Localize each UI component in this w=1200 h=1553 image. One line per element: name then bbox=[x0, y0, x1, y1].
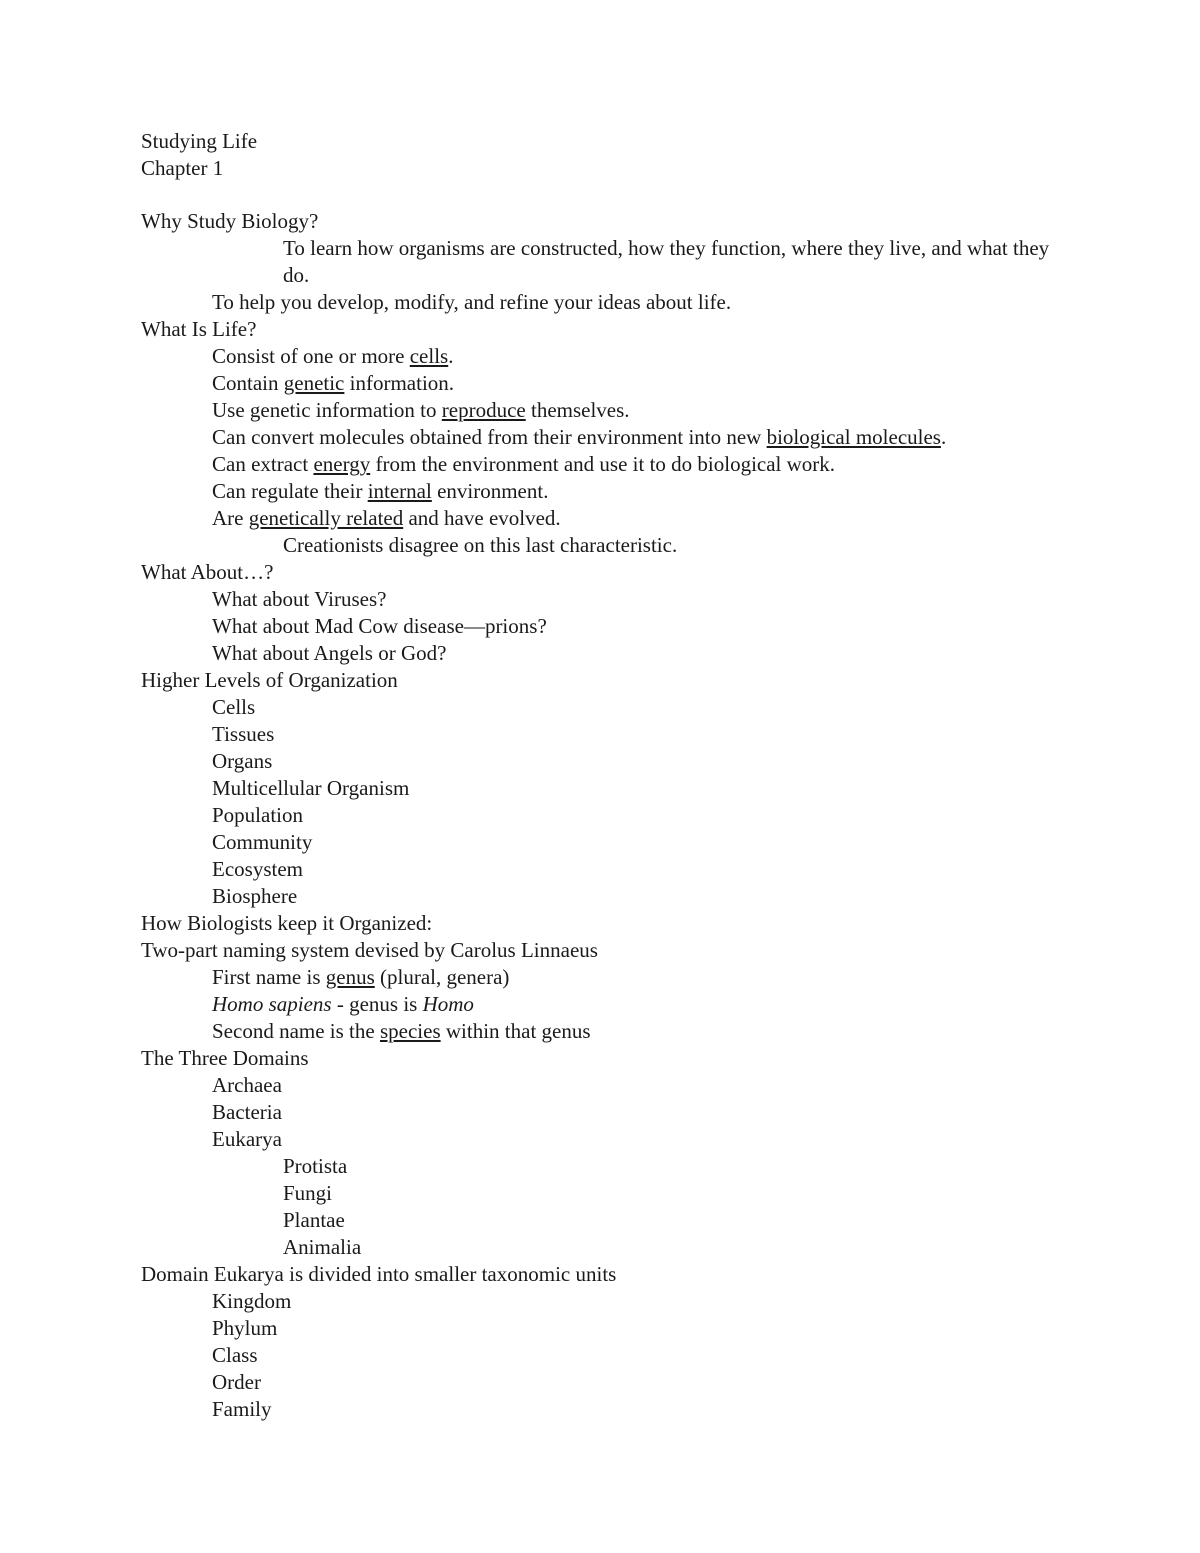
blank-line bbox=[141, 182, 1061, 208]
outline-item bbox=[141, 451, 1061, 478]
outline-heading bbox=[141, 937, 1061, 964]
outline-item bbox=[141, 748, 1061, 775]
text-run: Why Study Biology? bbox=[141, 209, 319, 233]
outline-item bbox=[141, 640, 1061, 667]
outline-item bbox=[141, 1315, 1061, 1342]
text-run: How Biologists keep it Organized: bbox=[141, 911, 433, 935]
outline-item bbox=[141, 343, 1061, 370]
text-run: Community bbox=[212, 830, 313, 854]
outline-item bbox=[141, 424, 1061, 451]
underlined-term: reproduce bbox=[441, 398, 526, 422]
text-run: Fungi bbox=[283, 1181, 333, 1205]
italic-term: Homo sapiens bbox=[212, 992, 332, 1016]
text-run: information. bbox=[344, 371, 455, 395]
outline-item bbox=[141, 1369, 1061, 1396]
text-run: What About…? bbox=[141, 560, 274, 584]
text-run: Phylum bbox=[212, 1316, 278, 1340]
underlined-term: species bbox=[379, 1019, 441, 1043]
outline-item bbox=[141, 1234, 1061, 1261]
outline-heading bbox=[141, 1261, 1061, 1288]
text-run: Population bbox=[212, 803, 304, 827]
outline-heading bbox=[141, 559, 1061, 586]
outline-item bbox=[141, 1288, 1061, 1315]
outline-item bbox=[141, 235, 1053, 289]
text-run: Are bbox=[212, 506, 249, 530]
text-run: themselves. bbox=[525, 398, 630, 422]
outline-item bbox=[141, 775, 1061, 802]
text-run: The Three Domains bbox=[141, 1046, 309, 1070]
outline-item bbox=[141, 829, 1061, 856]
text-run: Consist of one or more bbox=[212, 344, 410, 368]
text-run: Order bbox=[212, 1370, 261, 1394]
outline-item bbox=[141, 1072, 1061, 1099]
text-run: within that genus bbox=[440, 1019, 591, 1043]
text-run: Contain bbox=[212, 371, 284, 395]
outline-item bbox=[141, 991, 1061, 1018]
text-run: and have evolved. bbox=[403, 506, 561, 530]
text-run: Multicellular Organism bbox=[212, 776, 410, 800]
outline-heading bbox=[141, 208, 1061, 235]
underlined-term: genetically related bbox=[248, 506, 404, 530]
text-run: Animalia bbox=[283, 1235, 362, 1259]
text-run: - genus is bbox=[331, 992, 423, 1016]
outline bbox=[141, 208, 1061, 1423]
italic-term: Homo bbox=[422, 992, 474, 1016]
text-run: Eukarya bbox=[212, 1127, 282, 1151]
text-run: What about Viruses? bbox=[212, 587, 387, 611]
text-run: from the environment and use it to do biological work. bbox=[370, 452, 836, 476]
outline-item bbox=[141, 1018, 1061, 1045]
outline-item bbox=[141, 1342, 1061, 1369]
text-run: Can extract bbox=[212, 452, 314, 476]
text-run: Domain Eukarya is divided into smaller taxonomic units bbox=[141, 1262, 617, 1286]
text-run: Two-part naming system devised by Carolus Linnaeus bbox=[141, 938, 598, 962]
outline-item bbox=[141, 1099, 1061, 1126]
text-run: (plural, genera) bbox=[374, 965, 510, 989]
outline-heading bbox=[141, 316, 1061, 343]
text-run: Family bbox=[212, 1397, 272, 1421]
outline-item bbox=[141, 397, 1061, 424]
outline-item bbox=[141, 532, 1061, 559]
text-run: Can convert molecules obtained from their environment into new bbox=[212, 425, 767, 449]
outline-item bbox=[141, 586, 1061, 613]
outline-item bbox=[141, 964, 1061, 991]
underlined-term: biological molecules bbox=[766, 425, 941, 449]
underlined-term: internal bbox=[367, 479, 432, 503]
text-run: Kingdom bbox=[212, 1289, 292, 1313]
outline-item bbox=[141, 370, 1061, 397]
outline-heading bbox=[141, 910, 1061, 937]
text-run: Protista bbox=[283, 1154, 348, 1178]
text-run: Second name is the bbox=[212, 1019, 380, 1043]
underlined-term: energy bbox=[313, 452, 371, 476]
text-run: Archaea bbox=[212, 1073, 282, 1097]
text-run: Plantae bbox=[283, 1208, 345, 1232]
text-run: Cells bbox=[212, 695, 256, 719]
document-title: Studying Life bbox=[141, 129, 258, 153]
text-run: Biosphere bbox=[212, 884, 298, 908]
underlined-term: genetic bbox=[283, 371, 345, 395]
text-run: Creationists disagree on this last characteristic. bbox=[283, 533, 678, 557]
text-run: Organs bbox=[212, 749, 273, 773]
chapter-label: Chapter 1 bbox=[141, 156, 224, 180]
text-run: What about Angels or God? bbox=[212, 641, 447, 665]
text-run: Can regulate their bbox=[212, 479, 368, 503]
outline-item bbox=[141, 694, 1061, 721]
outline-item bbox=[141, 1207, 1061, 1234]
outline-item bbox=[141, 289, 1061, 316]
text-run: . bbox=[448, 344, 454, 368]
text-run: . bbox=[940, 425, 947, 449]
text-run: Class bbox=[212, 1343, 258, 1367]
outline-item bbox=[141, 478, 1061, 505]
outline-item bbox=[141, 505, 1061, 532]
text-run: First name is bbox=[212, 965, 326, 989]
outline-item bbox=[141, 856, 1061, 883]
outline-heading bbox=[141, 1045, 1061, 1072]
text-run: Bacteria bbox=[212, 1100, 282, 1124]
text-run: Ecosystem bbox=[212, 857, 303, 881]
text-run: To learn how organisms are constructed, how they function, where they live, and what they do. bbox=[283, 236, 1050, 287]
outline-item bbox=[141, 613, 1061, 640]
outline-item bbox=[141, 802, 1061, 829]
text-run: Use genetic information to bbox=[212, 398, 442, 422]
outline-item bbox=[141, 1126, 1061, 1153]
underlined-term: genus bbox=[325, 965, 375, 989]
text-run: To help you develop, modify, and refine your ideas about life. bbox=[212, 290, 732, 314]
text-run: Tissues bbox=[212, 722, 275, 746]
outline-heading bbox=[141, 667, 1061, 694]
text-run: What about Mad Cow disease—prions? bbox=[212, 614, 547, 638]
outline-item bbox=[141, 1180, 1061, 1207]
text-run: Higher Levels of Organization bbox=[141, 668, 398, 692]
outline-item bbox=[141, 1153, 1061, 1180]
outline-item bbox=[141, 1396, 1061, 1423]
outline-item bbox=[141, 883, 1061, 910]
outline-item bbox=[141, 721, 1061, 748]
text-run: environment. bbox=[431, 479, 549, 503]
underlined-term: cells bbox=[409, 344, 449, 368]
text-run: What Is Life? bbox=[141, 317, 257, 341]
document-body bbox=[141, 128, 1061, 1423]
